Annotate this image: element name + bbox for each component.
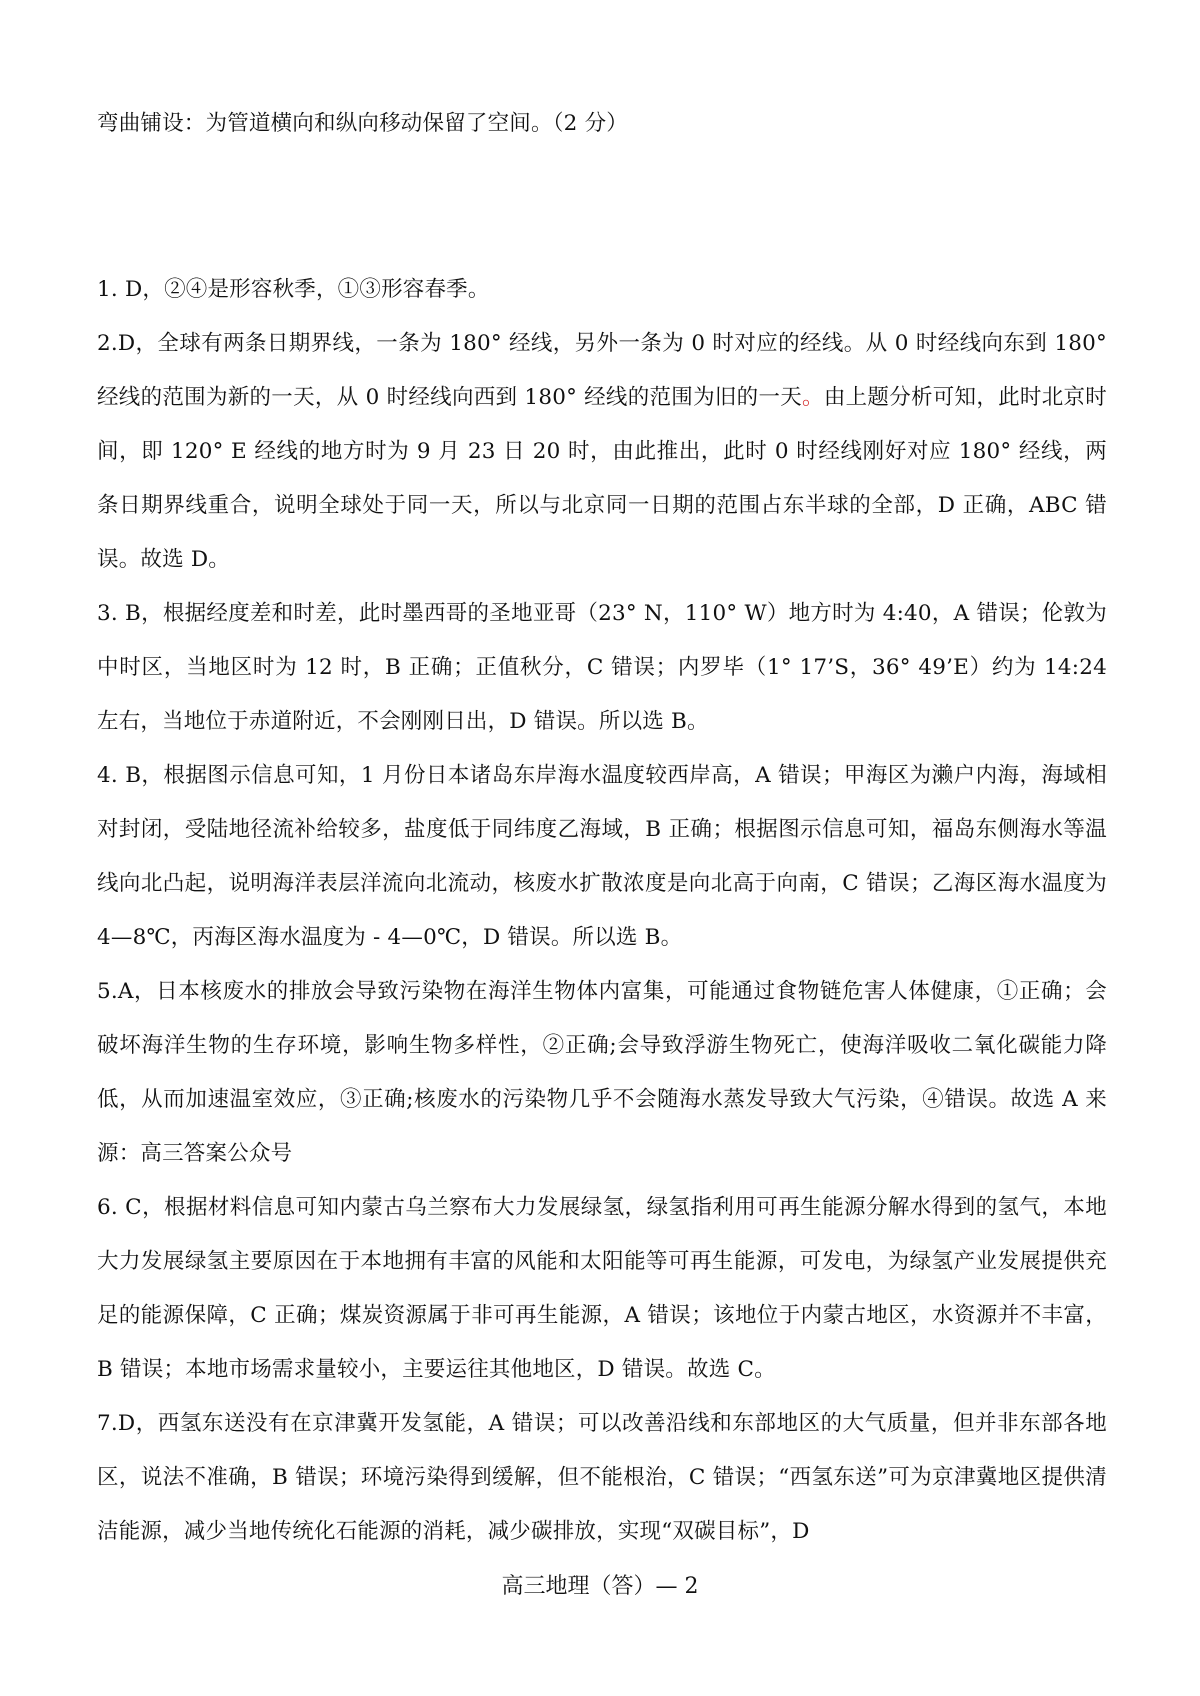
- answer-6-text: 6. C，根据材料信息可知内蒙古乌兰察布大力发展绿氢，绿氢指利用可再生能源分解水得到的氢气，本地大力发展绿氢主要原因在于本地拥有丰富的风能和太阳能等可再生能源，可发电，为绿氢产业发展提供充足的能源保障，C 正确；煤炭资源属于非可再生能源，A 错误；该地位于内蒙古地区，水资源并不丰富，B 错误；本地市场需求量较小，主要运往其他地区，D 错误。故选 C。: [97, 1195, 1108, 1382]
- answer-2-paragraph: [97, 317, 1107, 587]
- answer-2-red-period: 。: [802, 385, 824, 410]
- answer-3-text: 3. B，根据经度差和时差，此时墨西哥的圣地亚哥（23° N，110° W）地方时为 4:40，A 错误；伦敦为中时区，当地区时为 12 时，B 正确；正值秋分，C 错误；内罗毕（1° 17’S，36° 49’E）约为 14:24 左右，当地位于赤道附近，不会刚刚日出，D 错误。所以选 B。: [97, 601, 1107, 734]
- intro-paragraph: [97, 97, 1107, 151]
- answer-5-text: 5.A，日本核废水的排放会导致污染物在海洋生物体内富集，可能通过食物链危害人体健康，①正确；会破坏海洋生物的生存环境，影响生物多样性，②正确;会导致浮游生物死亡，使海洋吸收二氧化碳能力降低，从而加速温室效应，③正确;核废水的污染物几乎不会随海水蒸发导致大气污染，④错误。故选 A 来源：高三答案公众号: [97, 979, 1107, 1166]
- answer-2-text-part1: 2.D，全球有两条日期界线，一条为 180° 经线，另外一条为 0 时对应的经线。从 0 时经线向东到 180° 经线的范围为新的一天，从 0 时经线向西到 180° 经线的范围为旧的一天: [97, 331, 1107, 410]
- answer-6: [97, 1181, 1107, 1397]
- answer-2-text-part2: 由上题分析可知，此时北京时间，即 120° E 经线的地方时为 9 月 23 日 20 时，由此推出，此时 0 时经线刚好对应 180° 经线，两条日期界线重合，说明全球处于同一天，所以与北京同一日期的范围占东半球的全部，D 正确，ABC 错误。故选 D。: [97, 385, 1107, 572]
- answer-7: [97, 1397, 1107, 1559]
- answer-2: [97, 317, 1107, 587]
- answer-5: [97, 965, 1107, 1181]
- intro-text: 弯曲铺设：为管道横向和纵向移动保留了空间。（2 分）: [97, 111, 628, 136]
- answer-1: [97, 263, 1107, 317]
- answer-1-text: 1. D，②④是形容秋季，①③形容春季。: [97, 277, 490, 302]
- answer-4-text: 4. B，根据图示信息可知，1 月份日本诸岛东岸海水温度较西岸高，A 错误；甲海区为濑户内海，海域相对封闭，受陆地径流补给较多，盐度低于同纬度乙海域，B 正确；根据图示信息可知，福岛东侧海水等温线向北凸起，说明海洋表层洋流向北流动，核废水扩散浓度是向北高于向南，C 错误；乙海区海水温度为 4—8℃，丙海区海水温度为 - 4—0℃，D 错误。所以选 B。: [97, 763, 1107, 950]
- answer-3: [97, 587, 1107, 749]
- page-footer: 高三地理（答）— 2: [501, 1574, 699, 1599]
- answer-4: [97, 749, 1107, 965]
- answer-7-text: 7.D，西氢东送没有在京津冀开发氢能，A 错误；可以改善沿线和东部地区的大气质量，但并非东部各地区，说法不准确，B 错误；环境污染得到缓解，但不能根治，C 错误；“西氢东送”可为京津冀地区提供清洁能源，减少当地传统化石能源的消耗，减少碳排放，实现“双碳目标”，D: [97, 1411, 1107, 1544]
- answer-list: [97, 263, 1107, 1559]
